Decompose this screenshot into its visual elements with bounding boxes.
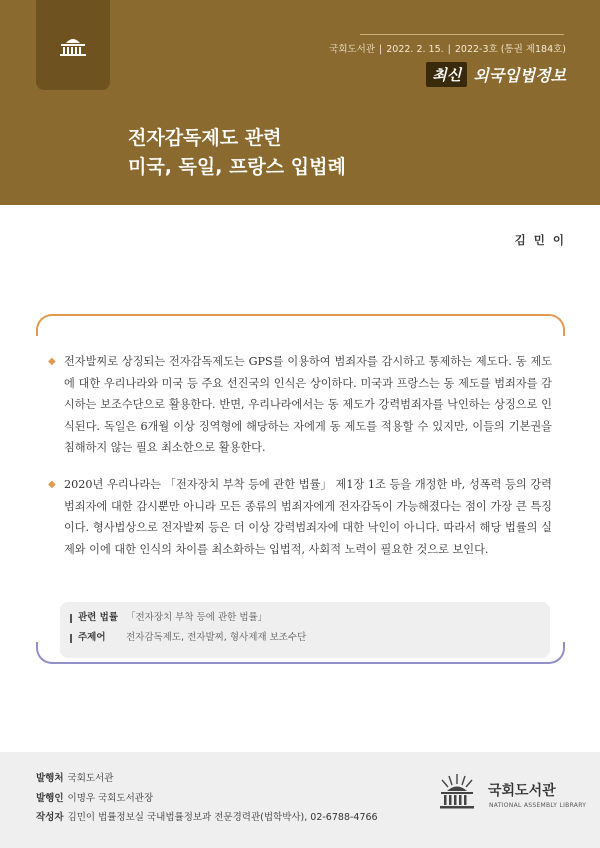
issuer-row (36, 789, 378, 809)
publisher-row (36, 769, 378, 789)
colophon (36, 769, 378, 828)
library-logo-icon (435, 772, 479, 814)
writer-label: 작성자 (36, 812, 64, 823)
author-name: 김 민 이 (514, 233, 566, 247)
series-name: 외국입법정보 (473, 66, 566, 85)
related-law-label: 관련 법률 (70, 608, 126, 628)
summary-box-top-border (36, 314, 565, 336)
header-banner (0, 0, 600, 205)
issuer-value: 이명우 국회도서관장 (67, 792, 154, 804)
meta-issue: 2022-3호 (통권 제184호) (454, 44, 566, 55)
summary-box (36, 314, 565, 664)
diamond-bullet-icon: ◆ (48, 356, 56, 367)
publisher-value: 국회도서관 (67, 773, 114, 784)
writer-value: 김민이 법률정보실 국내법률정보과 전문경력관(법학박사), 02-6788-4766 (67, 812, 378, 823)
footer (0, 752, 600, 848)
keywords-label: 주제어 (70, 628, 126, 648)
national-assembly-building-icon (56, 32, 90, 58)
page-title (128, 124, 346, 182)
summary-paragraph (48, 474, 552, 560)
keywords-row (70, 628, 540, 648)
summary-paragraph (48, 351, 552, 459)
publisher-label: 발행처 (36, 773, 64, 784)
related-law-row (70, 608, 540, 628)
diamond-bullet-icon: ◆ (48, 479, 56, 490)
title-line-2: 미국, 독일, 프랑스 입법례 (128, 156, 346, 178)
keywords-value: 전자감독제도, 전자발찌, 형사제재 보조수단 (126, 632, 307, 643)
summary-paragraph-text: 2020년 우리나라는 「전자장치 부착 등에 관한 법률」 제1장 1조 등을 개정한 바, 성폭력 등의 강력 범죄자에 대한 감시뿐만 아니라 모든 종류의 범죄자에게 전자감독이 가능해졌다는 점이 가장 큰 특징이다. 형사법상으로 전자발찌 등은 더 이상 강력범죄자에 대한 낙인이 아니다. 따라서 해당 법률의 실제와 이에 대한 인식의 차이를 최소화하는 입법적, 사회적 노력이 필요한 것으로 보인다. (64, 478, 552, 556)
library-name: 국회도서관 (488, 783, 556, 799)
related-law-value: 「전자장치 부착 등에 관한 법률」 (126, 612, 268, 623)
series-box: 최신 (426, 62, 467, 87)
title-line-1: 전자감독제도 관련 (128, 127, 282, 149)
summary-paragraph-text: 전자발찌로 상징되는 전자감독제도는 GPS를 이용하여 범죄자를 감시하고 통제하는 제도다. 동 제도에 대한 우리나라와 미국 등 주요 선진국의 인식은 상이하다. 미국과 프랑스는 동 제도를 범죄자를 감시하는 보조수단으로 활용한다. 반면, 우리나라에서는 동 제도가 강력범죄자를 낙인하는 상징으로 인식된다. 독일은 6개월 이상 징역형에 해당하는 자에게 동 제도를 적용할 수 있지만, 이들의 기본권을 침해하지 않는 필요 최소한으로 활용한다. (64, 355, 552, 454)
meta-publisher: 국회도서관 (329, 44, 376, 55)
logo-tab (36, 0, 110, 90)
issue-meta: 국회도서관 | 2022. 2. 15. | 2022-3호 (통권 제184호) (329, 44, 566, 55)
writer-row (36, 808, 378, 828)
issuer-label: 발행인 (36, 792, 64, 804)
library-name-en: NATIONAL ASSEMBLY LIBRARY (489, 802, 587, 809)
meta-divider (360, 34, 564, 35)
series-brand (426, 62, 566, 87)
meta-date: 2022. 2. 15. (386, 44, 444, 55)
keyword-info-panel (60, 602, 550, 658)
